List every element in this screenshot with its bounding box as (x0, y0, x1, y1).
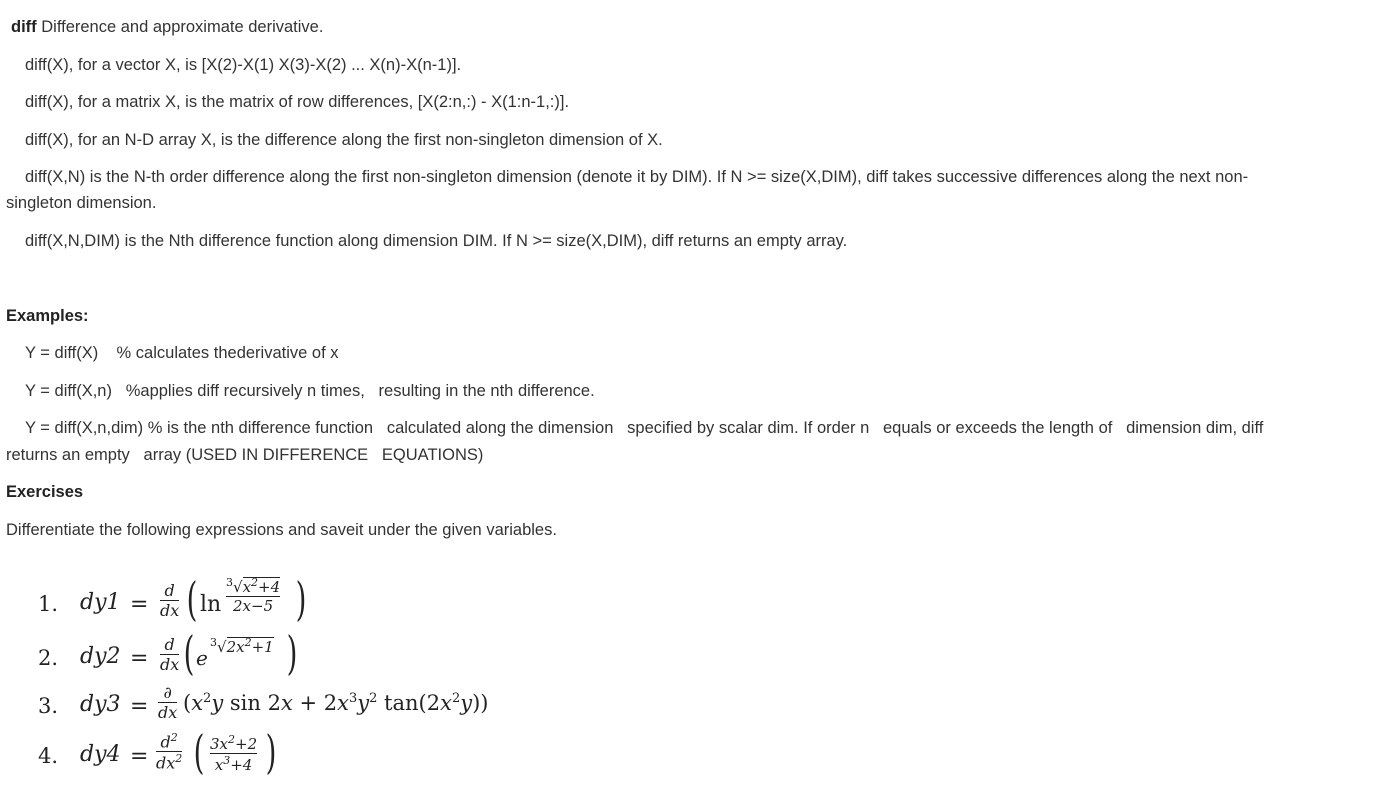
desc-nd-array: diff(X), for an N-D array X, is the difference along the first non-singleton dimension of X. (25, 131, 663, 149)
exponential: e (196, 646, 208, 670)
ln-function: ln (200, 592, 222, 617)
fraction: $^3√x^2+4$ 2x−5 (226, 576, 281, 615)
title-keyword: diff (11, 18, 37, 36)
derivative-operator: d dx (160, 635, 180, 674)
exponent-root: $^3√2x^2+1$ (210, 636, 274, 656)
title-description: Difference and approximate derivative. (36, 18, 324, 36)
equation-lhs: dy1 (80, 590, 121, 615)
example-3: Y = diff(X,n,dim) % is the nth difference function calculated along the dimension specified by scalar dim. If order n equals or exceeds the length of dimension dim, diff (25, 419, 1264, 437)
right-paren: ) (286, 626, 298, 680)
equals-sign: = (130, 744, 149, 769)
equals-sign: = (130, 646, 149, 671)
example-3-cont: returns an empty array (USED IN DIFFERENCE EQUATIONS) (6, 446, 484, 464)
doc-title (11, 14, 323, 40)
fraction: $3x^2+2$ $x^3+4$ (210, 733, 258, 774)
examples-heading: Examples: (6, 307, 89, 325)
left-paren: ( (193, 725, 205, 779)
example-1: Y = diff(X) % calculates thederivative of x (25, 344, 339, 362)
desc-nth-order: diff(X,N) is the N-th order difference along the first non-singleton dimension (denote it by DIM). If N >= size(X,DIM), diff takes successive differences along the next non- (25, 168, 1249, 186)
equals-sign: = (130, 592, 149, 617)
equation-lhs: dy3 (80, 692, 121, 717)
equation-number: 3. (38, 694, 59, 718)
equation-number: 4. (38, 744, 59, 768)
equation-lhs: dy4 (80, 742, 121, 767)
second-derivative-operator: $d^2$ $dx^2$ (156, 731, 183, 773)
exercises-heading: Exercises (6, 483, 84, 501)
expression: ($x^2y$ $\sin 2x + 2x^3y^2$ $\tan(2x^2y)$) (183, 691, 489, 715)
left-paren: ( (186, 572, 198, 626)
left-paren: ( (183, 626, 195, 680)
desc-vector: diff(X), for a vector X, is [X(2)-X(1) X(3)-X(2) ... X(n)-X(n-1)]. (25, 56, 462, 74)
desc-matrix: diff(X), for a matrix X, is the matrix of row differences, [X(2:n,:) - X(1:n-1,:)]. (25, 93, 570, 111)
derivative-operator: d dx (160, 581, 180, 620)
equation-number: 1. (38, 592, 59, 616)
exercise-instruction: Differentiate the following expressions and saveit under the given variables. (6, 521, 557, 539)
example-2: Y = diff(X,n) %applies diff recursively n times, resulting in the nth difference. (25, 382, 595, 400)
right-paren: ) (295, 572, 307, 626)
desc-dim: diff(X,N,DIM) is the Nth difference function along dimension DIM. If N >= size(X,DIM), diff returns an empty array. (25, 232, 848, 250)
equation-number: 2. (38, 646, 59, 670)
equation-lhs: dy2 (80, 644, 121, 669)
equals-sign: = (130, 694, 149, 719)
right-paren: ) (265, 725, 277, 779)
desc-nth-order-cont: singleton dimension. (6, 194, 157, 212)
partial-derivative-operator: ∂ dx (158, 683, 178, 722)
